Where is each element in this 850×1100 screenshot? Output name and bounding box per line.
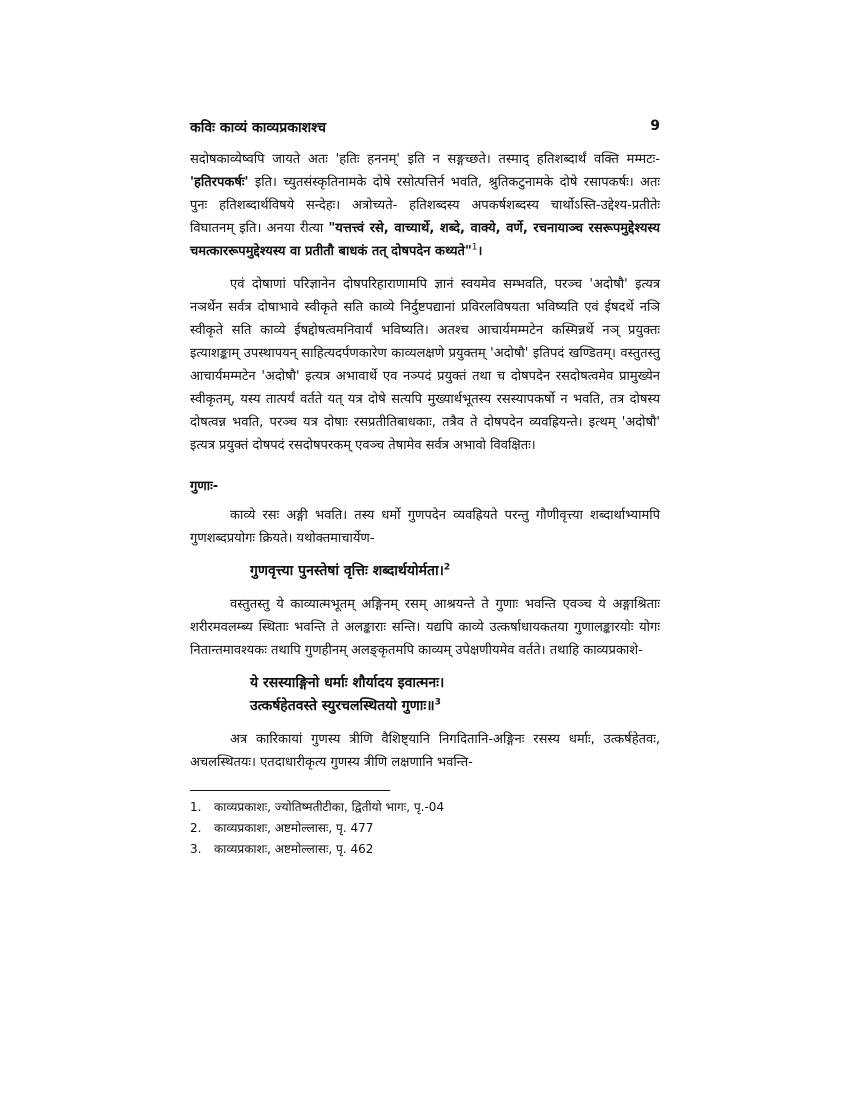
footnote-item	[190, 797, 660, 818]
paragraph-1	[190, 148, 660, 263]
footnote-number: 3.	[190, 842, 202, 856]
verse-1-text: गुणवृत्त्या पुनस्तेषां वृत्तिः शब्दार्थयोर्मता।	[250, 563, 444, 579]
quoted-definition: 'हतिरपकर्षः'	[190, 175, 249, 190]
verse-2	[250, 672, 660, 718]
footnote-number: 2.	[190, 821, 202, 835]
footnote-text: काव्यप्रकाशः, ज्योतिष्मतीटीका, द्वितीयो भागः, पृ.-04	[214, 800, 445, 814]
verse-2-line-2-text: उत्कर्षहेतवस्ते स्युरचलस्थितयो गुणाः॥	[250, 698, 435, 714]
footnote-item	[190, 818, 660, 839]
footnote-ref-3: 3	[434, 697, 441, 708]
running-header	[190, 118, 660, 140]
footnote-text: काव्यप्रकाशः, अष्टमोल्लासः, पृ. 462	[214, 842, 374, 856]
verse-2-line-2	[250, 695, 660, 718]
footnote-divider	[190, 790, 390, 791]
paragraph-1-end: ।	[477, 244, 483, 259]
paragraph-4: वस्तुतस्तु ये काव्यात्मभूतम् अङ्गिनम् रसम् आश्रयन्ते ते गुणाः भवन्ति एवञ्च ये अङ्गाश्रिताः शरीरमवलम्ब्य स्थिताः भवन्ति ते अलङ्काराः सन्ति। यद्यपि काव्ये उत्कर्षाधायकतया गुणालङ्कारयोः योगः नितान्तमावश्यकः तथापि गुणहीनम् अलङ्कृतमपि काव्यम् उपेक्षणीयमेव वर्तते। तथाहि काव्यप्रकाशे-	[190, 597, 660, 658]
footnotes	[190, 797, 660, 860]
section-heading: गुणाः-	[190, 479, 219, 494]
footnote-text: काव्यप्रकाशः, अष्टमोल्लासः, पृ. 477	[214, 821, 374, 835]
body-text	[190, 148, 660, 860]
paragraph-3: काव्ये रसः अङ्गी भवति। तस्य धर्मो गुणपदेन व्यवह्रियते परन्तु गौणीवृत्त्या शब्दार्थाभ्यामपि गुणशब्दप्रयोगः क्रियते। यथोक्तमाचार्येण-	[190, 508, 660, 546]
footnote-ref-1: 1	[471, 242, 478, 253]
verse-2-line-1: ये रसस्याङ्गिनो धर्माः शौर्यादय इवात्मनः।	[250, 675, 445, 691]
paragraph-2: एवं दोषाणां परिज्ञानेन दोषपरिहाराणामपि ज्ञानं स्वयमेव सम्भवति, परञ्च 'अदोषौ' इत्यत्र नञर्थेन सर्वत्र दोषाभावे स्वीकृते सति काव्ये निर्दुष्टपद्यानां प्रविरलविषयता भविष्यति एवं ईषदर्थे नञि स्वीकृते सति काव्ये ईषद्दोषत्वमनिवार्यं भविष्यति। अतश्च आचार्यमम्मटेन कस्मिन्नर्थे नञ् प्रयुक्तः इत्याशङ्काम् उपस्थापयन् साहित्यदर्पणकारेण काव्यलक्षणे प्रयुक्तम् 'अदोषौ' इतिपदं खण्डितम्। वस्तुतस्तु आचार्यमम्मटेन 'अदोषौ' इत्यत्र अभावार्थे एव नञ्पदं प्रयुक्तं तथा च दोषपदेन रसदोषत्वमेव प्रामुख्येन स्वीकृतम्, यस्य तात्पर्यं वर्तते यत् यत्र दोषे सत्यपि मुख्यार्थभूतस्य रसस्यापकर्षो न भवति, तत्र दोषस्य दोषत्वन्न भवति, परञ्च यत्र दोषाः रसप्रतीतिबाधकाः, तत्रैव ते दोषपदेन व्यवह्रियन्ते। इत्थम् 'अदोषौ' इत्यत्र प्रयुक्तं दोषपदं रसदोषपरकम् एवञ्च तेषामेव सर्वत्र अभावो विवक्षितः।	[190, 277, 660, 453]
header-title: कविः काव्यं काव्यप्रकाशश्च	[190, 120, 327, 136]
footnote-ref-2: 2	[443, 562, 451, 573]
page-number: 9	[650, 118, 660, 134]
footnote-number: 1.	[190, 800, 202, 814]
paragraph-1-text: सदोषकाव्येष्वपि जायते अतः 'हतिः हननम्' इति न सङ्गच्छते। तस्माद् हतिशब्दार्थं वक्ति मम्मटः-	[190, 152, 660, 167]
paragraph-1-text-2: इति। च्युतसंस्कृतिनामके दोषे रसोत्पत्तिर्न भवति, श्रुतिकटुनामके दोषे रसापकर्षः। अतः पुनः हतिशब्दार्थविषये सन्देहः। अत्रोच्यते- हतिशब्दस्य अपकर्षशब्दस्य चार्थोऽस्ति-उद्देश्य-प्रतीतेः विघातनम् इति। अनया रीत्या	[190, 175, 660, 236]
verse-1	[250, 560, 660, 583]
paragraph-5: अत्र कारिकायां गुणस्य त्रीणि वैशिष्ट्यानि निगदितानि-अङ्गिनः रसस्य धर्माः, उत्कर्षहेतवः, अचलस्थितयः। एतदाधारीकृत्य गुणस्य त्रीणि लक्षणानि भवन्ति-	[190, 732, 660, 770]
dosha-definition: "यत्तत्त्वं रसे, वाच्यार्थे, शब्दे, वाक्ये, वर्णे, रचनायाञ्च रसरूपमुद्देश्यस्य चमत्काररूपमुद्देश्यस्य वा प्रतीतौ बाधकं तत् दोषपदेन कथ्यते"	[190, 221, 661, 259]
footnote-item	[190, 839, 660, 860]
